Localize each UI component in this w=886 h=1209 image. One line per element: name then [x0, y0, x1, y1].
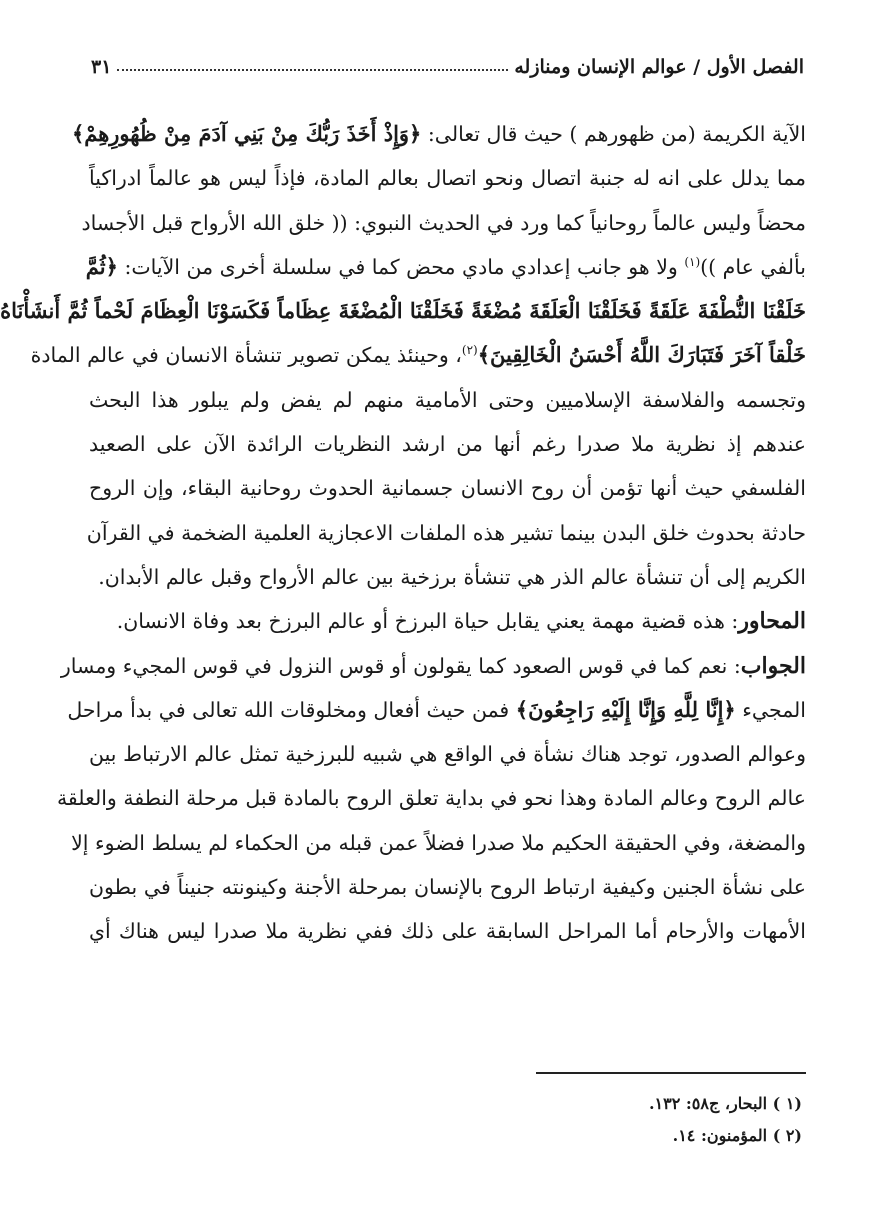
- footnote-marker: (٢): [461, 343, 478, 358]
- text-line: على نشأة الجنين وكيفية ارتباط الروح بالإنسان بمرحلة الأجنة وكينونته جنيناً في بطون: [89, 875, 806, 900]
- dialogue-line: الجواب: نعم كما في قوس الصعود كما يقولون أو قوس النزول في قوس المجيء ومسار: [60, 652, 806, 679]
- quran-verse-line: خَلَقْنَا النُّطْفَةَ عَلَقَةً فَخَلَقْنَا الْعَلَقَةَ مُضْغَةً فَخَلَقْنَا الْمُضْغَةَ عِظَاماً فَكَسَوْنَا الْعِظَامَ لَحْماً ثُمَّ أَنشَأْنَاهُ: [0, 298, 806, 324]
- quran-verse: ﴿وَإِذْ أَخَذَ رَبُّكَ مِنْ بَنِي آدَمَ مِنْ ظُهُورِهِمْ﴾: [71, 121, 422, 146]
- footnote: (٢ ) المؤمنون: ١٤.: [672, 1126, 802, 1145]
- text-line: عندهم إذ نظرية ملا صدرا رغم أنها من ارشد النظريات الرائدة الآن على الصعيد: [89, 432, 806, 457]
- text-line: عالم الروح وعالم المادة وهذا نحو في بداية تعلق الروح بالمادة قبل مرحلة النطفة والعلقة: [56, 786, 806, 811]
- footnote-divider: [536, 1072, 806, 1074]
- page-number: ٣١: [91, 56, 112, 78]
- text-line: الأمهات والأرحام أما المراحل السابقة على ذلك ففي نظرية ملا صدرا ليس هناك أي: [89, 919, 806, 944]
- text-line: الكريم إلى أن تنشأة عالم الذر هي تنشأة برزخية بين عالم الأرواح وقبل عالم الأبدان.: [98, 564, 806, 589]
- chapter-title: الفصل الأول / عوالم الإنسان ومنازله: [514, 56, 804, 78]
- quran-verse: ﴿إِنَّا لِلَّهِ وَإِنَّا إِلَيْهِ رَاجِعُونَ﴾: [515, 696, 736, 722]
- quran-verse: ﴿ثُمَّ: [85, 253, 118, 279]
- dialogue-line: المحاور: هذه قضية مهمة يعني يقابل حياة البرزخ أو عالم البرزخ بعد وفاة الانسان.: [116, 608, 806, 635]
- footnotes: [91, 1088, 802, 1152]
- speaker-label: الجواب: [740, 652, 806, 679]
- running-header: [91, 38, 804, 78]
- text-line: والمضغة، وفي الحقيقة الحكيم ملا صدرا فضلاً عمن قبله من الحكماء لم يسلط الضوء إلا: [71, 830, 806, 855]
- quran-verse: خَلْقاً آخَرَ فَتَبَارَكَ اللَّهُ أَحْسَنُ الْخَالِقِينَ﴾: [477, 342, 806, 368]
- text-line: خَلْقاً آخَرَ فَتَبَارَكَ اللَّهُ أَحْسَنُ الْخَالِقِينَ﴾$^{(٢)}$، وحينئذ يمكن تصوير تنشأة الانسان في عالم المادة: [30, 342, 806, 368]
- footnote: (١ ) البحار، ج٥٨: ١٣٢.: [648, 1094, 802, 1113]
- text-line: المجيء ﴿إِنَّا لِلَّهِ وَإِنَّا إِلَيْهِ رَاجِعُونَ﴾ فمن حيث أفعال ومخلوقات الله تعالى في بدأ مراحل: [67, 696, 806, 722]
- text-line: وعوالم الصدور، توجد هناك نشأة في الواقع هي شبيه للبرزخية تمثل عالم الارتباط بين: [89, 742, 806, 767]
- text-line: الفلسفي حيث أنها تؤمن أن روح الانسان جسمانية الحدوث روحانية البقاء، وإن الروح: [89, 476, 806, 501]
- body-text: [0, 112, 806, 954]
- text-line: وتجسمه والفلاسفة الإسلاميين وحتى الأمامية منهم لم يفض ولم يبلور هذا البحث: [89, 387, 806, 412]
- speaker-label: المحاور: [738, 608, 806, 635]
- text-line: بألفي عام ))$^{(١)}$ ولا هو جانب إعدادي مادي محض كما في سلسلة أخرى من الآيات: ﴿ثُمَّ: [85, 253, 806, 279]
- footnote-marker: (١): [684, 255, 701, 270]
- text-line: مما يدلل على انه له جنبة اتصال ونحو اتصال بعالم المادة، فإذاً ليس هو عالماً ادراكياً: [89, 166, 806, 191]
- header-leader-dots: [117, 68, 508, 71]
- text-line: حادثة بحدوث خلق البدن بينما تشير هذه الملفات الاعجازية العلمية الضخمة في القرآن: [86, 520, 806, 545]
- text-line: محضاً وليس عالماً روحانياً كما ورد في الحديث النبوي: (( خلق الله الأرواح قبل الأجساد: [81, 210, 806, 235]
- text-line: الآية الكريمة (من ظهورهم ) حيث قال تعالى: ﴿وَإِذْ أَخَذَ رَبُّكَ مِنْ بَنِي آدَمَ مِنْ ظُهُورِهِمْ﴾: [71, 121, 806, 146]
